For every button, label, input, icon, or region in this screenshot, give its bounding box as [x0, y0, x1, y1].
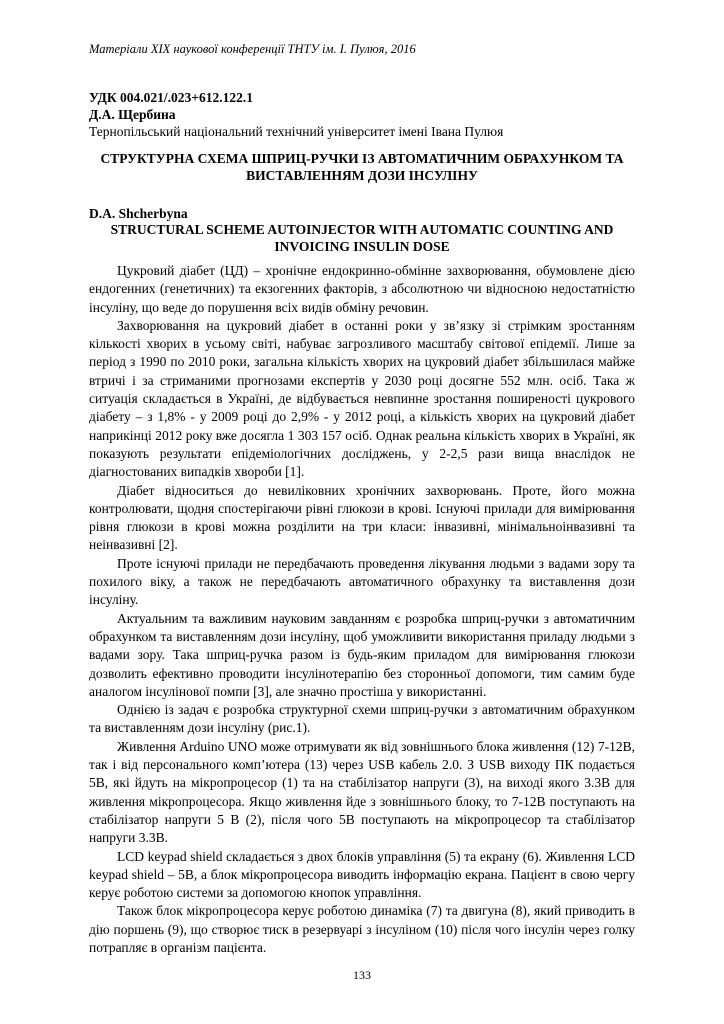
body-text	[89, 262, 635, 957]
paragraph-6: Однією із задач є розробка структурної схеми шприц-ручки з автоматичним обрахунком та виставленням дози інсуліну (рис.1).	[89, 702, 635, 736]
paragraph-7: Живлення Arduino UNO може отримувати як від зовнішнього блока живлення (12) 7-12В, так і від персонального комп’ютера (13) через USB кабель 2.0. З USB виходу ПК подається 5В, які йдуть на мікропроцесор (1) та на стабілізатор напруги (3), на виході якого 3.3В для живлення мікропроцесора. Якщо живлення йде з зовнішнього блоку, то 7-12В поступають на стабілізатор напруги 5 В (2), після чого 5В поступають на мікропроцесор та стабілізатор напруги 3.3В.	[89, 738, 635, 846]
title-ukrainian: СТРУКТУРНА СХЕМА ШПРИЦ-РУЧКИ ІЗ АВТОМАТИЧНИМ ОБРАХУНКОМ ТА ВИСТАВЛЕННЯМ ДОЗИ ІНСУЛІНУ	[100, 151, 624, 183]
running-header: Матеріали XIX наукової конференції ТНТУ ім. І. Пулюя, 2016	[89, 42, 416, 56]
paragraph-3: Діабет відноситься до невиліковних хронічних захворювань. Проте, його можна контролювати, щодня спостерігаючи рівні глюкози в крові. Існуючі прилади для вимірювання рівня глюкози в крові можна розділити на три класи: інвазивні, мінімальноінвазивні та неінвазивні [2].	[89, 482, 635, 553]
paragraph-9: Також блок мікропроцесора керує роботою динаміка (7) та двигуна (8), який приводить в дію поршень (9), що створює тиск в резервуарі з інсуліном (10) після чого інсулін через голку потрапляє в організм пацієнта.	[89, 903, 635, 955]
paragraph-5: Актуальним та важливим науковим завданням є розробка шприц-ручки з автоматичним обрахунком та виставленням дози інсуліну, щоб уможливити використання приладу людьми з вадами зору. Така шприц-ручка разом із будь-яким приладом для вимірювання глюкози дозволить ефективно проводити інсулінотерапію без сторонньої допомоги, тим самим буде аналогом інсулінової помпи [3], але значно простіша у використанні.	[89, 610, 635, 699]
udk-code: УДК 004.021/.023+612.122.1	[89, 90, 253, 105]
page-number: 133	[353, 968, 371, 982]
title-english: STRUCTURAL SCHEME AUTOINJECTOR WITH AUTOMATIC COUNTING AND INVOICING INSULIN DOSE	[110, 222, 614, 254]
paragraph-4: Проте існуючі прилади не передбачають проведення лікування людьми з вадами зору та похилого віку, а також не передбачають автоматичного обрахунку та виставлення дози інсуліну.	[89, 555, 635, 608]
author-en: D.A. Shcherbyna	[89, 206, 188, 221]
paragraph-1: Цукровий діабет (ЦД) – хронічне ендокринно-обмінне захворювання, обумовлене дією ендогенних (генетичних) та екзогенних факторів, з абсолютною чи відносною недостатністю інсуліну, що веде до порушення всіх видів обміну речовин.	[89, 263, 635, 315]
paragraph-8: LCD keypad shield складається з двох блоків управління (5) та екрану (6). Живлення LCD keypad shield – 5В, а блок мікропроцесора виводить інформацію екрана. Пацієнт в свою чергу керує роботою системи за допомогою кнопок управління.	[89, 848, 635, 901]
author-ua: Д.А. Щербина	[89, 107, 176, 122]
affiliation: Тернопільський національний технічний університет імені Івана Пулюя	[89, 124, 504, 139]
paragraph-2: Захворювання на цукровий діабет в останні роки у зв’язку зі стрімким зростанням кількості хворих в усьому світі, набуває загрозливого масштабу світової епідемії. Лише за період з 1990 по 2010 роки, загальна кількість хворих на цукровий діабет збільшилася майже втричі і за стриманими прогнозами експертів у 2030 році досягне 552 млн. осіб. Така ж ситуація складається в Україні, де відбувається невпинне зростання поширеності цукрового діабету – з 1,8% - у 2009 році до 2,9% - у 2012 році, а кількість хворих на цукровий діабет наприкінці 2012 року вже досягла 1 303 157 осіб. Однак реальна кількість хворих в Україні, як показують результати епідеміологічних досліджень, у 2-2,5 рази вища внаслідок не діагностованих випадків хвороби [1].	[89, 317, 635, 480]
